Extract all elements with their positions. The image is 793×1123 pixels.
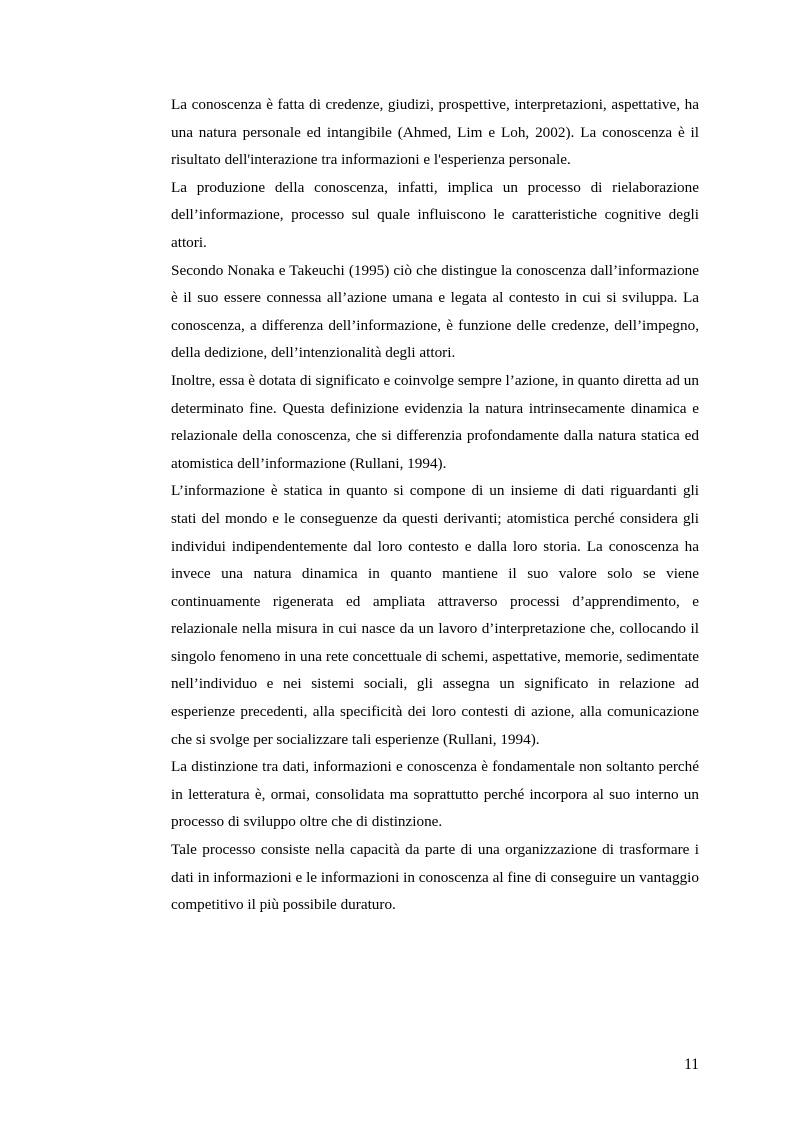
paragraph-4: Inoltre, essa è dotata di significato e coinvolge sempre l’azione, in quanto diretta ad un determinato fine. Questa definizione evidenzia la natura intrinsecamente dinamica e relazionale della conoscenza, che si differenzia profondamente dalla natura statica ed atomistica dell’informazione (Rullani, 1994).	[171, 371, 699, 472]
paragraph-1: La conoscenza è fatta di credenze, giudizi, prospettive, interpretazioni, aspettative, ha una natura personale ed intangibile (Ahmed, Lim e Loh, 2002). La conoscenza è il risultato dell'interazione tra informazioni e l'esperienza personale.	[171, 96, 699, 169]
page-body	[171, 91, 699, 919]
paragraph-7: Tale processo consiste nella capacità da parte di una organizzazione di trasformare i dati in informazioni e le informazioni in conoscenza al fine di conseguire un vantaggio competitivo il più possibile duraturo.	[171, 841, 699, 914]
paragraph-2: La produzione della conoscenza, infatti, implica un processo di rielaborazione dell’informazione, processo sul quale influiscono le caratteristiche cognitive degli attori.	[171, 178, 699, 251]
page-number: 11	[684, 1056, 699, 1073]
paragraph-6: La distinzione tra dati, informazioni e conoscenza è fondamentale non soltanto perché in letteratura è, ormai, consolidata ma soprattutto perché incorpora al suo interno un processo di sviluppo oltre che di distinzione.	[171, 758, 699, 831]
paragraph-3: Secondo Nonaka e Takeuchi (1995) ciò che distingue la conoscenza dall’informazione è il suo essere connessa all’azione umana e legata al contesto in cui si sviluppa. La conoscenza, a differenza dell’informazione, è funzione delle credenze, dell’impegno, della dedizione, dell’intenzionalità degli attori.	[171, 261, 699, 362]
paragraph-5: L’informazione è statica in quanto si compone di un insieme di dati riguardanti gli stati del mondo e le conseguenze da questi derivanti; atomistica perché considera gli individui indipendentemente dal loro contesto e dalla loro storia. La conoscenza ha invece una natura dinamica in quanto mantiene il suo valore solo se viene continuamente rigenerata ed ampliata attraverso processi d’apprendimento, e relazionale nella misura in cui nasce da un lavoro d’interpretazione che, collocando il singolo fenomeno in una rete concettuale di schemi, aspettative, memorie, sedimentate nell’individuo e nei sistemi sociali, gli assegna un significato in relazione ad esperienze precedenti, alla specificità dei loro contesti di azione, alla comunicazione che si svolge per socializzare tali esperienze (Rullani, 1994).	[171, 482, 699, 748]
